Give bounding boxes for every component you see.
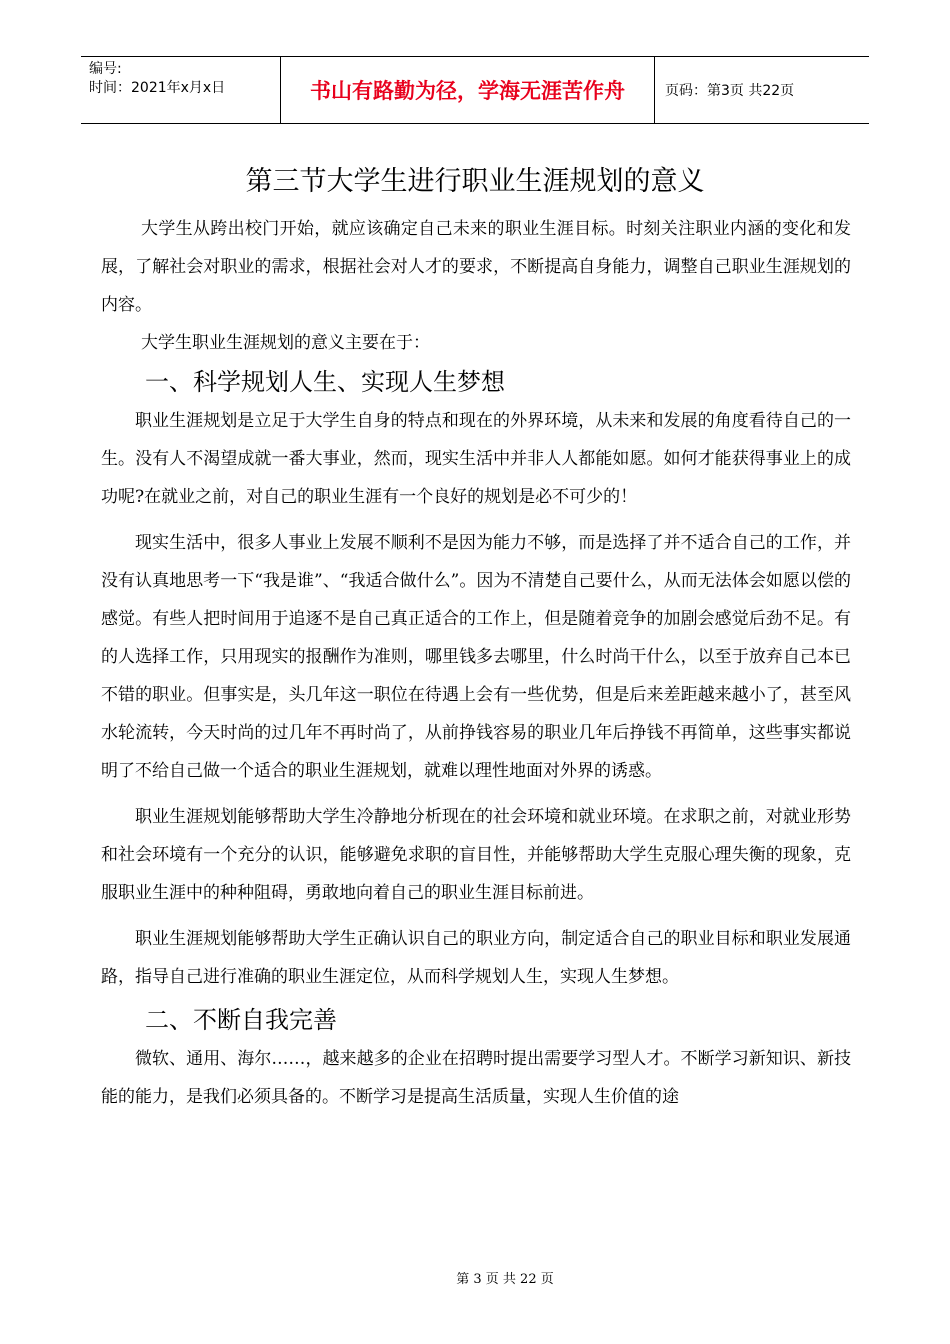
document-title: 第三节大学生进行职业生涯规划的意义: [245, 166, 705, 197]
section-1-paragraph-1: 职业生涯规划是立足于大学生自身的特点和现在的外界环境，从未来和发展的角度看待自己的一生。没有人不渴望成就一番大事业，然而，现实生活中并非人人都能如愿。如何才能获得事业上的成功呢?在就业之前，对自己的职业生涯有一个良好的规划是必不可少的！: [101, 411, 851, 507]
footer-page-number: 第 3 页 共 22 页: [456, 1272, 554, 1287]
intro-paragraph-1: 大学生从跨出校门开始，就应该确定自己未来的职业生涯目标。时刻关注职业内涵的变化和发展，了解社会对职业的需求，根据社会对人才的要求，不断提高自身能力，调整自己职业生涯规划的内容。: [101, 219, 851, 315]
header-motto-cell: [281, 57, 655, 123]
page-info: 页码：第3页 共22页: [665, 83, 795, 99]
section-1-paragraph-4: 职业生涯规划能够帮助大学生正确认识自己的职业方向，制定适合自己的职业目标和职业发展通路，指导自己进行准确的职业生涯定位，从而科学规划人生，实现人生梦想。: [101, 929, 851, 987]
section-1-paragraph-2: 现实生活中，很多人事业上发展不顺利不是因为能力不够，而是选择了并不适合自己的工作，并没有认真地思考一下“我是谁”、“我适合做什么”。因为不清楚自己要什么，从而无法体会如愿以偿的感觉。有些人把时间用于追逐不是自己真正适合的工作上，但是随着竞争的加剧会感觉后劲不足。有的人选择工作，只用现实的报酬作为准则，哪里钱多去哪里，什么时尚干什么，以至于放弃自己本已不错的职业。但事实是，头几年这一职位在待遇上会有一些优势，但是后来差距越来越小了，甚至风水轮流转，今天时尚的过几年不再时尚了，从前挣钱容易的职业几年后挣钱不再简单，这些事实都说明了不给自己做一个适合的职业生涯规划，就难以理性地面对外界的诱惑。: [101, 533, 851, 781]
header-page-cell: [655, 57, 869, 123]
intro-paragraph-2: 大学生职业生涯规划的意义主要在于：: [141, 333, 430, 353]
section-heading-1: 一、科学规划人生、实现人生梦想: [145, 368, 505, 396]
header-table: [81, 56, 869, 124]
header-meta-cell: [81, 57, 281, 123]
time-label: 时间：2021年x月x日: [89, 80, 226, 96]
document-body: [101, 210, 851, 1116]
motto-text: 书山有路勤为径，学海无涯苦作舟: [310, 79, 625, 103]
section-heading-2: 二、不断自我完善: [145, 1006, 337, 1034]
section-1-paragraph-3: 职业生涯规划能够帮助大学生冷静地分析现在的社会环境和就业环境。在求职之前，对就业形势和社会环境有一个充分的认识，能够避免求职的盲目性，并能够帮助大学生克服心理失衡的现象，克服职业生涯中的种种阻碍，勇敢地向着自己的职业生涯目标前进。: [101, 807, 851, 903]
number-label: 编号:: [89, 61, 122, 77]
section-2-paragraph-1: 微软、通用、海尔……，越来越多的企业在招聘时提出需要学习型人才。不断学习新知识、新技能的能力，是我们必须具备的。不断学习是提高生活质量，实现人生价值的途: [101, 1049, 851, 1107]
